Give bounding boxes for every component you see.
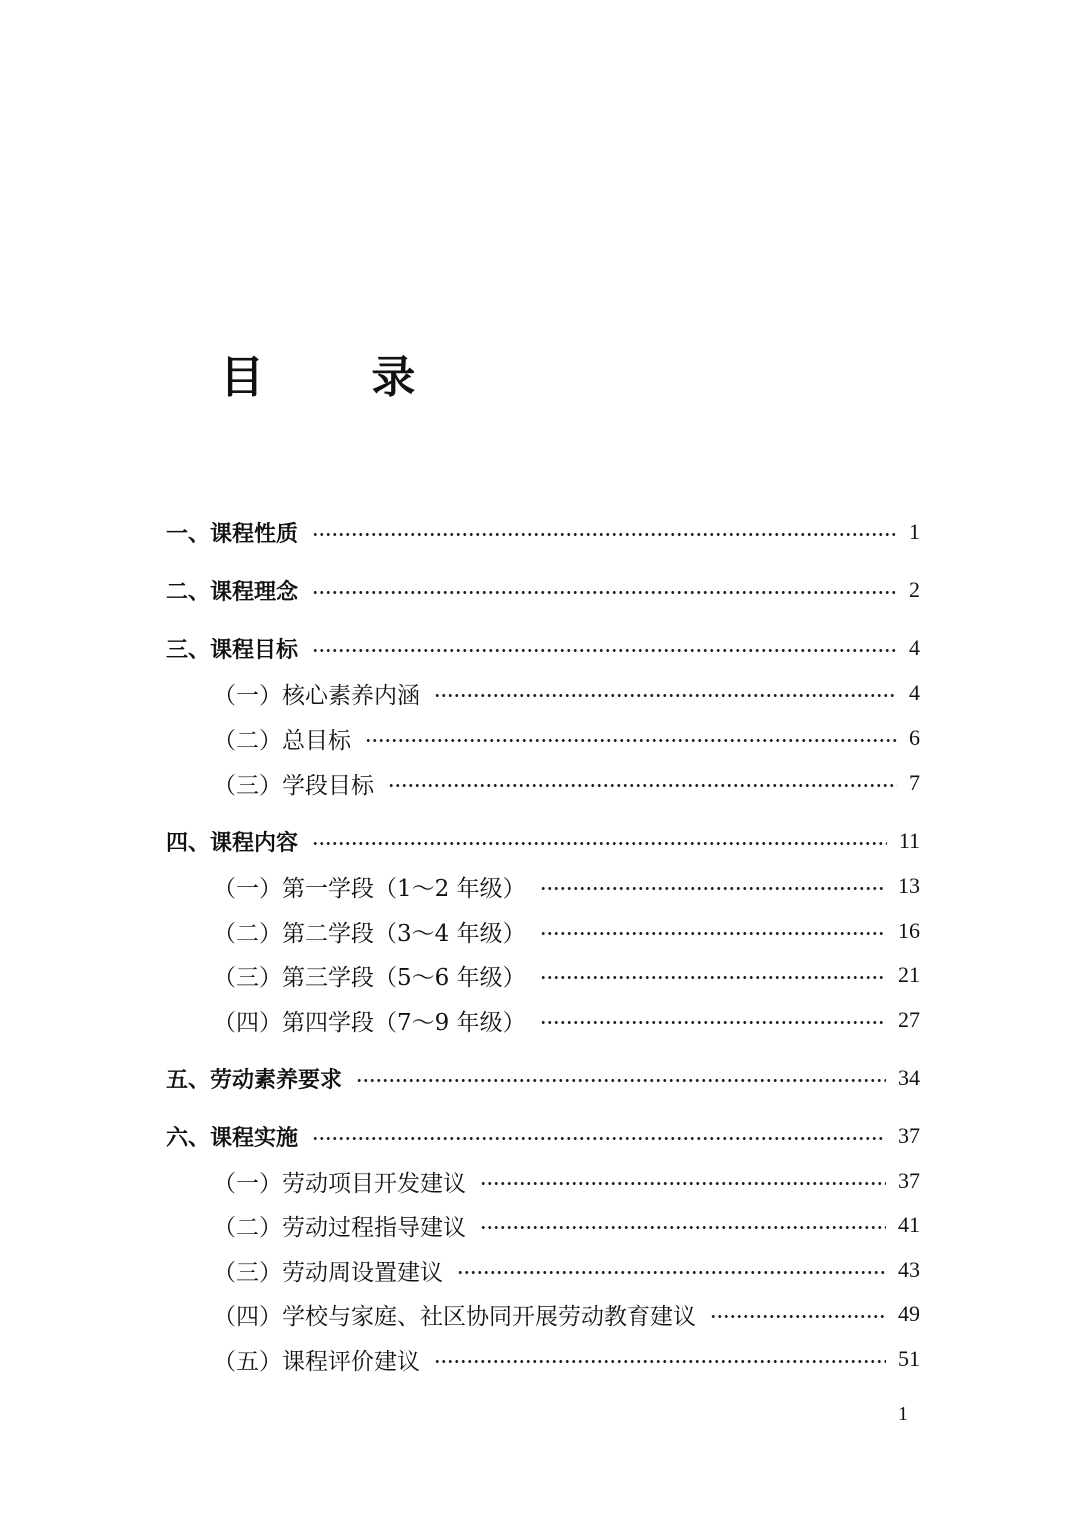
toc-entry[interactable] [166, 866, 920, 906]
toc-entry-label: 三、课程目标 [166, 637, 299, 663]
toc-entry-label: （三）劳动周设置建议 [213, 1259, 443, 1286]
toc-entry[interactable] [166, 628, 920, 668]
toc-entry-page: 27 [898, 1007, 920, 1032]
dot-leader [312, 1137, 886, 1140]
toc-entry[interactable] [166, 1161, 920, 1201]
toc-entry-page: 49 [898, 1301, 920, 1326]
toc-entry[interactable] [166, 673, 920, 713]
toc-entry-label: （一）劳动项目开发建议 [213, 1170, 466, 1197]
dot-leader [540, 976, 886, 979]
dot-leader [312, 591, 897, 594]
toc-entry-label: 六、课程实施 [166, 1125, 299, 1151]
toc-entry[interactable] [166, 821, 920, 861]
toc-entry-label: 四、课程内容 [166, 830, 299, 856]
toc-entry[interactable] [166, 1116, 920, 1156]
toc-entry-page: 37 [898, 1168, 920, 1193]
toc-entry-page: 43 [898, 1257, 920, 1282]
toc-entry[interactable] [166, 911, 920, 951]
toc-entry[interactable] [166, 1000, 920, 1040]
toc-entry-label: （一）核心素养内涵 [213, 682, 420, 709]
toc-entry[interactable] [166, 570, 920, 610]
toc-entry[interactable] [166, 512, 920, 552]
dot-leader [312, 533, 897, 536]
toc-entry-page: 21 [898, 962, 920, 987]
toc-entry-label: 五、劳动素养要求 [166, 1067, 343, 1093]
dot-leader [480, 1226, 886, 1229]
toc-entry-label: （三）学段目标 [213, 772, 374, 799]
dot-leader [434, 694, 897, 697]
toc-entry[interactable] [166, 955, 920, 995]
toc-entry-label: （四）学校与家庭、社区协同开展劳动教育建议 [213, 1303, 696, 1330]
page-number: 1 [898, 1403, 908, 1425]
toc-entry-page: 4 [909, 680, 920, 705]
toc-entry-label: （一）第一学段（1～2 年级） [213, 875, 526, 902]
toc-entry[interactable] [166, 1205, 920, 1245]
toc-entry-page: 1 [909, 519, 920, 544]
toc-entry-page: 34 [898, 1065, 920, 1090]
toc-entry-label: （五）课程评价建议 [213, 1348, 420, 1375]
toc-entry-page: 11 [898, 828, 920, 853]
toc-entry-page: 37 [898, 1123, 920, 1148]
toc-title: 目 录 [220, 352, 462, 403]
dot-leader [312, 649, 897, 652]
toc-entry-page: 4 [909, 635, 920, 660]
dot-leader [710, 1315, 886, 1318]
toc-entry[interactable] [166, 1339, 920, 1379]
toc-entry-page: 2 [909, 577, 920, 602]
toc-entry-page: 51 [898, 1346, 920, 1371]
toc-entry-page: 6 [909, 725, 920, 750]
toc-entry-page: 16 [898, 918, 920, 943]
toc-entry-label: （二）第二学段（3～4 年级） [213, 920, 526, 947]
toc-entry-label: （二）总目标 [213, 727, 351, 754]
dot-leader [540, 887, 886, 890]
dot-leader [434, 1360, 886, 1363]
toc-entry[interactable] [166, 1294, 920, 1334]
toc-entry-label: 一、课程性质 [166, 521, 299, 547]
toc-entry-label: （四）第四学段（7～9 年级） [213, 1009, 526, 1036]
toc-entry-label: （二）劳动过程指导建议 [213, 1214, 466, 1241]
dot-leader [388, 784, 897, 787]
toc-entry[interactable] [166, 1250, 920, 1290]
dot-leader [480, 1182, 886, 1185]
toc-entry-page: 13 [898, 873, 920, 898]
dot-leader [457, 1271, 886, 1274]
dot-leader [312, 842, 887, 845]
toc-entry[interactable] [166, 718, 920, 758]
toc-entry-page: 7 [909, 770, 920, 795]
toc-entry-label: 二、课程理念 [166, 579, 299, 605]
dot-leader [365, 739, 897, 742]
toc-entry[interactable] [166, 1058, 920, 1098]
toc-entry[interactable] [166, 763, 920, 803]
toc-entry-page: 41 [898, 1212, 920, 1237]
dot-leader [540, 932, 886, 935]
dot-leader [356, 1079, 886, 1082]
toc-entry-label: （三）第三学段（5～6 年级） [213, 964, 526, 991]
dot-leader [540, 1021, 886, 1024]
